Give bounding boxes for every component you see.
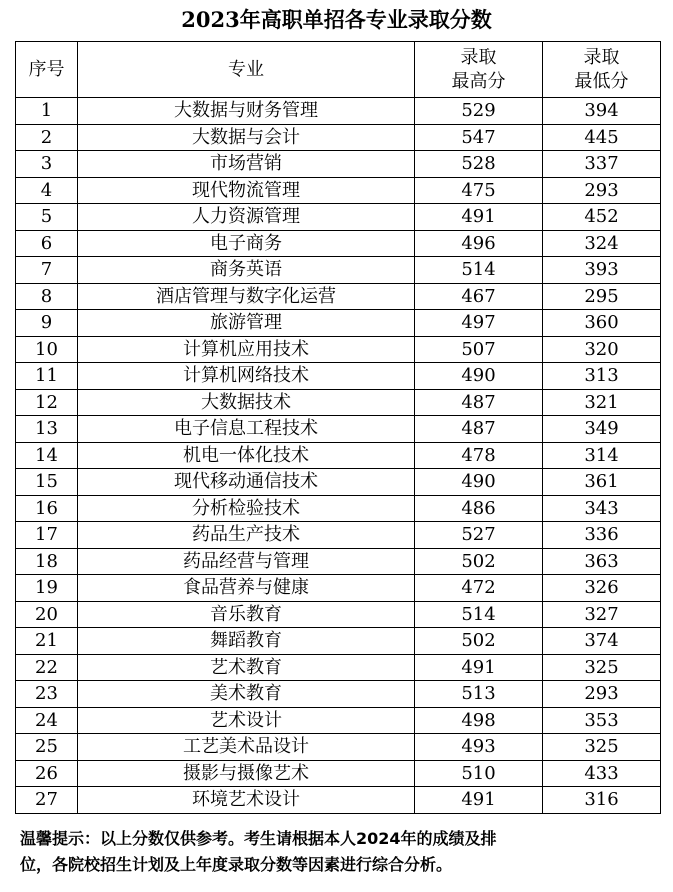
cell-index: 6	[16, 230, 78, 257]
cell-min-score: 295	[543, 283, 661, 310]
table-row	[16, 389, 661, 416]
table-row	[16, 416, 661, 443]
cell-max-score: 491	[415, 787, 543, 814]
cell-max-score: 486	[415, 495, 543, 522]
cell-major: 工艺美术品设计	[78, 734, 415, 761]
cell-min-score: 349	[543, 416, 661, 443]
cell-index: 22	[16, 654, 78, 681]
header-min-line1: 录取	[583, 46, 620, 68]
cell-index: 3	[16, 151, 78, 178]
cell-max-score: 529	[415, 98, 543, 125]
cell-major: 舞蹈教育	[78, 628, 415, 655]
cell-index: 26	[16, 760, 78, 787]
cell-major: 现代物流管理	[78, 177, 415, 204]
cell-max-score: 513	[415, 681, 543, 708]
cell-max-score: 528	[415, 151, 543, 178]
cell-min-score: 452	[543, 204, 661, 231]
cell-max-score: 493	[415, 734, 543, 761]
cell-major: 大数据技术	[78, 389, 415, 416]
cell-min-score: 394	[543, 98, 661, 125]
cell-major: 大数据与会计	[78, 124, 415, 151]
cell-major: 酒店管理与数字化运营	[78, 283, 415, 310]
cell-index: 14	[16, 442, 78, 469]
cell-major: 电子商务	[78, 230, 415, 257]
cell-min-score: 360	[543, 310, 661, 337]
cell-index: 4	[16, 177, 78, 204]
cell-min-score: 316	[543, 787, 661, 814]
cell-max-score: 502	[415, 628, 543, 655]
cell-index: 16	[16, 495, 78, 522]
cell-major: 电子信息工程技术	[78, 416, 415, 443]
cell-max-score: 491	[415, 654, 543, 681]
cell-major: 计算机网络技术	[78, 363, 415, 390]
cell-index: 19	[16, 575, 78, 602]
cell-min-score: 321	[543, 389, 661, 416]
cell-max-score: 487	[415, 416, 543, 443]
cell-max-score: 502	[415, 548, 543, 575]
cell-min-score: 363	[543, 548, 661, 575]
note-line-1: 温馨提示：以上分数仅供参考。考生请根据本人2024年的成绩及排	[20, 829, 497, 848]
header-index: 序号	[16, 42, 78, 98]
table-row	[16, 230, 661, 257]
cell-index: 2	[16, 124, 78, 151]
cell-index: 8	[16, 283, 78, 310]
cell-major: 摄影与摄像艺术	[78, 760, 415, 787]
cell-max-score: 475	[415, 177, 543, 204]
table-row	[16, 522, 661, 549]
cell-index: 1	[16, 98, 78, 125]
cell-max-score: 510	[415, 760, 543, 787]
header-min-score	[543, 42, 661, 98]
cell-index: 21	[16, 628, 78, 655]
cell-major: 旅游管理	[78, 310, 415, 337]
cell-major: 美术教育	[78, 681, 415, 708]
cell-index: 12	[16, 389, 78, 416]
cell-min-score: 314	[543, 442, 661, 469]
header-max-line1: 录取	[460, 46, 497, 68]
table-row	[16, 495, 661, 522]
cell-major: 音乐教育	[78, 601, 415, 628]
cell-max-score: 527	[415, 522, 543, 549]
table-header-row	[16, 42, 661, 98]
header-max-score	[415, 42, 543, 98]
table-row	[16, 469, 661, 496]
cell-min-score: 337	[543, 151, 661, 178]
cell-max-score: 514	[415, 257, 543, 284]
scores-table	[15, 41, 661, 814]
table-row	[16, 760, 661, 787]
cell-min-score: 293	[543, 681, 661, 708]
cell-index: 17	[16, 522, 78, 549]
table-row	[16, 548, 661, 575]
cell-index: 11	[16, 363, 78, 390]
cell-max-score: 490	[415, 363, 543, 390]
cell-min-score: 324	[543, 230, 661, 257]
cell-min-score: 325	[543, 654, 661, 681]
cell-max-score: 498	[415, 707, 543, 734]
cell-max-score: 478	[415, 442, 543, 469]
table-row	[16, 442, 661, 469]
cell-max-score: 467	[415, 283, 543, 310]
table-row	[16, 151, 661, 178]
cell-min-score: 374	[543, 628, 661, 655]
cell-major: 药品生产技术	[78, 522, 415, 549]
cell-min-score: 293	[543, 177, 661, 204]
cell-major: 食品营养与健康	[78, 575, 415, 602]
table-row	[16, 363, 661, 390]
table-row	[16, 734, 661, 761]
table-row	[16, 575, 661, 602]
cell-major: 计算机应用技术	[78, 336, 415, 363]
cell-max-score: 497	[415, 310, 543, 337]
cell-min-score: 313	[543, 363, 661, 390]
cell-major: 机电一体化技术	[78, 442, 415, 469]
cell-min-score: 327	[543, 601, 661, 628]
cell-min-score: 326	[543, 575, 661, 602]
table-row	[16, 601, 661, 628]
cell-index: 10	[16, 336, 78, 363]
table-row	[16, 257, 661, 284]
table-row	[16, 283, 661, 310]
table-row	[16, 628, 661, 655]
cell-major: 人力资源管理	[78, 204, 415, 231]
table-row	[16, 707, 661, 734]
cell-index: 25	[16, 734, 78, 761]
cell-max-score: 507	[415, 336, 543, 363]
cell-index: 24	[16, 707, 78, 734]
cell-major: 环境艺术设计	[78, 787, 415, 814]
cell-major: 分析检验技术	[78, 495, 415, 522]
cell-max-score: 514	[415, 601, 543, 628]
cell-major: 大数据与财务管理	[78, 98, 415, 125]
cell-major: 艺术设计	[78, 707, 415, 734]
cell-major: 市场营销	[78, 151, 415, 178]
cell-index: 5	[16, 204, 78, 231]
table-row	[16, 204, 661, 231]
header-major: 专业	[78, 42, 415, 98]
cell-index: 9	[16, 310, 78, 337]
table-row	[16, 124, 661, 151]
cell-max-score: 472	[415, 575, 543, 602]
table-row	[16, 787, 661, 814]
note	[20, 826, 660, 878]
cell-min-score: 433	[543, 760, 661, 787]
cell-index: 15	[16, 469, 78, 496]
cell-min-score: 336	[543, 522, 661, 549]
cell-index: 27	[16, 787, 78, 814]
cell-min-score: 361	[543, 469, 661, 496]
cell-index: 18	[16, 548, 78, 575]
table-row	[16, 98, 661, 125]
table-row	[16, 336, 661, 363]
cell-max-score: 547	[415, 124, 543, 151]
cell-min-score: 393	[543, 257, 661, 284]
table-row	[16, 310, 661, 337]
cell-major: 现代移动通信技术	[78, 469, 415, 496]
cell-max-score: 496	[415, 230, 543, 257]
page-title: 2023年高职单招各专业录取分数	[181, 7, 492, 32]
header-max-line2: 最高分	[451, 70, 506, 92]
cell-min-score: 445	[543, 124, 661, 151]
cell-min-score: 320	[543, 336, 661, 363]
cell-min-score: 343	[543, 495, 661, 522]
note-line-2: 位，各院校招生计划及上年度录取分数等因素进行综合分析。	[20, 855, 453, 874]
cell-max-score: 487	[415, 389, 543, 416]
cell-max-score: 491	[415, 204, 543, 231]
table-body	[16, 98, 661, 814]
table-row	[16, 177, 661, 204]
cell-major: 艺术教育	[78, 654, 415, 681]
cell-min-score: 353	[543, 707, 661, 734]
cell-index: 7	[16, 257, 78, 284]
cell-index: 23	[16, 681, 78, 708]
cell-major: 商务英语	[78, 257, 415, 284]
cell-max-score: 490	[415, 469, 543, 496]
cell-index: 20	[16, 601, 78, 628]
header-min-line2: 最低分	[574, 70, 629, 92]
cell-major: 药品经营与管理	[78, 548, 415, 575]
table-row	[16, 654, 661, 681]
cell-min-score: 325	[543, 734, 661, 761]
table-row	[16, 681, 661, 708]
cell-index: 13	[16, 416, 78, 443]
